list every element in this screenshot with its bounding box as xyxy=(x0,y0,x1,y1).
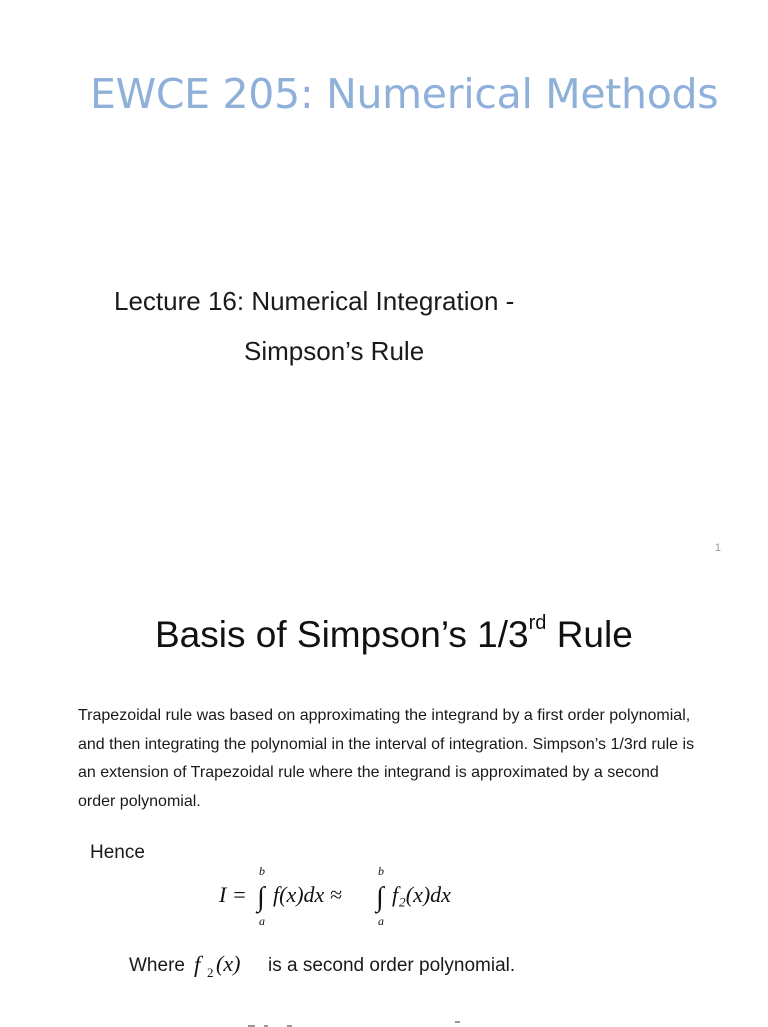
slide-heading xyxy=(155,614,633,656)
equation-integrand-2: f₂(x)dx xyxy=(392,882,451,907)
integral-equation xyxy=(210,858,500,928)
heading-end: Rule xyxy=(546,614,633,655)
polynomial-description: is a second order polynomial. xyxy=(268,955,516,976)
integral-sign-1: ∫ xyxy=(257,882,265,913)
body-paragraph: Trapezoidal rule was based on approximating the integrand by a first order polynomial, and then integrating the polynomial in the interval of integration. Simpson’s 1/3rd rule is an extension of Trapezoidal rule where the integrand is approximated by a second order polynomial. xyxy=(78,707,695,810)
lower-limit-2: a xyxy=(378,914,384,928)
upper-limit-1: b xyxy=(259,864,265,878)
integral-sign-2: ∫ xyxy=(376,882,384,913)
content-slide xyxy=(0,575,768,1024)
f2-symbol: f xyxy=(194,952,201,977)
heading-superscript: rd xyxy=(528,612,547,634)
hence-label: Hence xyxy=(90,842,145,863)
f2-subscript: 2 xyxy=(207,965,214,980)
where-label: Where xyxy=(129,955,185,976)
upper-limit-2: b xyxy=(378,864,384,878)
cut-off-equation-fragment xyxy=(0,1015,768,1027)
lower-limit-1: a xyxy=(259,914,265,928)
page-number: 1 xyxy=(714,542,721,554)
equation-lhs: I = xyxy=(219,882,247,907)
f2-expression xyxy=(190,946,265,980)
lecture-title-line-1: Lecture 16: Numerical Integration - xyxy=(114,286,515,316)
f2-argument: (x) xyxy=(216,951,241,976)
lecture-title-line-2: Simpson’s Rule xyxy=(244,336,425,366)
heading-main: Basis of Simpson’s 1/3 xyxy=(155,614,529,655)
equation-integrand-1: f(x)dx ≈ xyxy=(273,882,342,907)
course-title: EWCE 205: Numerical Methods xyxy=(90,70,719,118)
